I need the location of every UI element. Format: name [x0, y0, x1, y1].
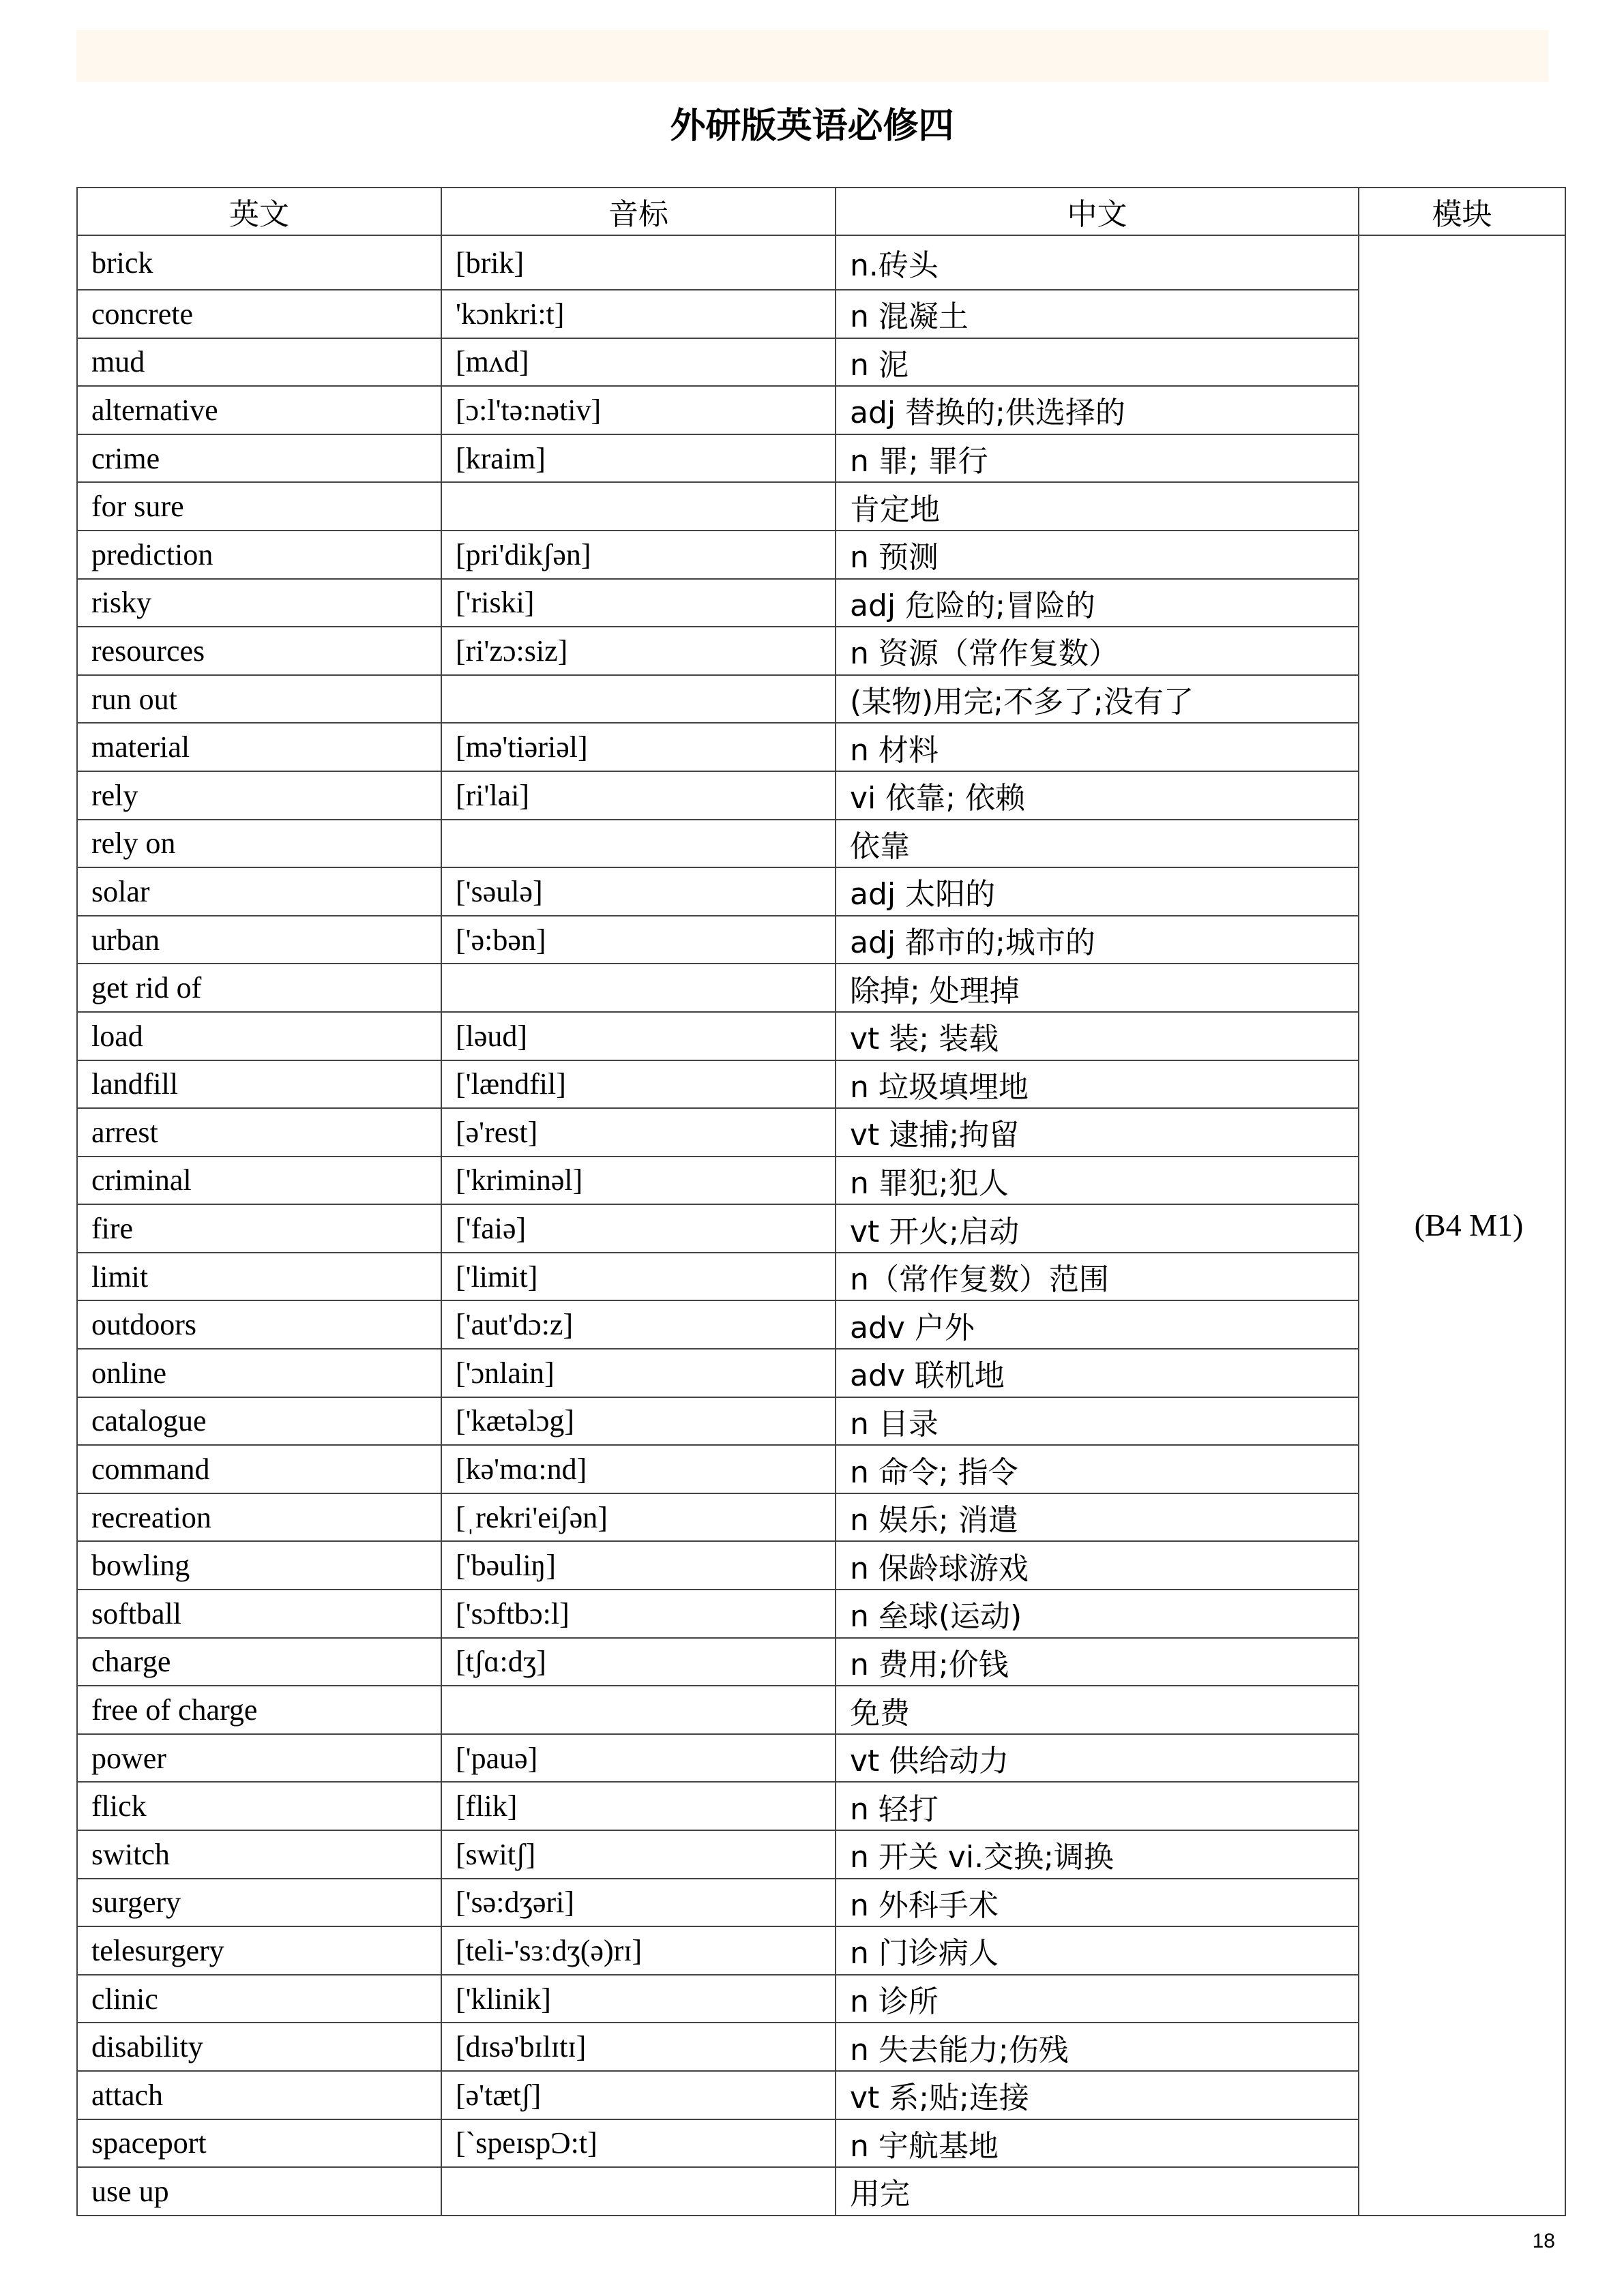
cell-phonetic: ['klinik] — [441, 1975, 836, 2023]
cell-meaning: n 资源（常作复数） — [836, 627, 1359, 675]
table-row — [77, 771, 1565, 820]
cell-word: concrete — [77, 290, 441, 338]
table-row — [77, 675, 1565, 724]
table-row — [77, 1349, 1565, 1397]
cell-phonetic: ['sə:dʒəri] — [441, 1879, 836, 1927]
cell-meaning: adj 都市的;城市的 — [836, 916, 1359, 964]
cell-phonetic: [kraim] — [441, 434, 836, 483]
cell-meaning: vt 系;贴;连接 — [836, 2071, 1359, 2119]
cell-phonetic: ['sɔftbɔ:l] — [441, 1590, 836, 1638]
cell-meaning: n 泥 — [836, 338, 1359, 387]
table-row — [77, 1157, 1565, 1205]
cell-phonetic: 'kɔnkri:t] — [441, 290, 836, 338]
table-row — [77, 1926, 1565, 1975]
cell-phonetic: ['kætəlɔg] — [441, 1397, 836, 1446]
cell-word: mud — [77, 338, 441, 387]
header-phonetic: 音标 — [441, 188, 836, 235]
cell-phonetic: [ləud] — [441, 1012, 836, 1060]
cell-word: outdoors — [77, 1300, 441, 1349]
table-row — [77, 916, 1565, 964]
cell-word: get rid of — [77, 964, 441, 1012]
cell-word: disability — [77, 2023, 441, 2071]
cell-word: flick — [77, 1782, 441, 1830]
table-row — [77, 1590, 1565, 1638]
cell-word: catalogue — [77, 1397, 441, 1446]
cell-word: run out — [77, 675, 441, 724]
cell-word: clinic — [77, 1975, 441, 2023]
table-row — [77, 2119, 1565, 2168]
cell-meaning: 肯定地 — [836, 482, 1359, 531]
cell-phonetic: [ri'zɔ:siz] — [441, 627, 836, 675]
cell-phonetic: [dɪsə'bɪlɪtɪ] — [441, 2023, 836, 2071]
cell-word: criminal — [77, 1157, 441, 1205]
table-row — [77, 1686, 1565, 1734]
cell-phonetic: [ˌrekri'eiʃən] — [441, 1493, 836, 1542]
cell-phonetic: ['pauə] — [441, 1734, 836, 1783]
cell-meaning: n 宇航基地 — [836, 2119, 1359, 2168]
table-row — [77, 723, 1565, 771]
table-row — [77, 235, 1565, 290]
cell-word: arrest — [77, 1108, 441, 1157]
header-row — [77, 188, 1565, 235]
cell-word: material — [77, 723, 441, 771]
table-row — [77, 1060, 1565, 1109]
cell-phonetic: ['aut'dɔ:z] — [441, 1300, 836, 1349]
cell-meaning: 用完 — [836, 2167, 1359, 2216]
cell-phonetic: [switʃ] — [441, 1830, 836, 1879]
cell-meaning: n 开关 vi.交换;调换 — [836, 1830, 1359, 1879]
cell-meaning: n 垃圾填埋地 — [836, 1060, 1359, 1109]
cell-phonetic: [flik] — [441, 1782, 836, 1830]
cell-word: charge — [77, 1638, 441, 1686]
cell-meaning: n 费用;价钱 — [836, 1638, 1359, 1686]
cell-word: use up — [77, 2167, 441, 2216]
cell-word: urban — [77, 916, 441, 964]
cell-phonetic: ['ɔnlain] — [441, 1349, 836, 1397]
cell-word: alternative — [77, 386, 441, 434]
table-row — [77, 290, 1565, 338]
table-row — [77, 1300, 1565, 1349]
cell-word: fire — [77, 1204, 441, 1253]
table-row — [77, 1734, 1565, 1783]
table-row — [77, 820, 1565, 868]
cell-meaning: n 娱乐; 消遣 — [836, 1493, 1359, 1542]
table-row — [77, 1445, 1565, 1493]
vocab-body — [77, 235, 1565, 2216]
cell-word: rely on — [77, 820, 441, 868]
cell-word: telesurgery — [77, 1926, 441, 1975]
cell-word: risky — [77, 579, 441, 627]
table-row — [77, 338, 1565, 387]
cell-word: limit — [77, 1253, 441, 1301]
cell-phonetic: [mə'tiəriəl] — [441, 723, 836, 771]
cell-phonetic: [pri'dikʃən] — [441, 531, 836, 579]
cell-meaning: n 诊所 — [836, 1975, 1359, 2023]
cell-meaning: adj 危险的;冒险的 — [836, 579, 1359, 627]
cell-phonetic: ['faiə] — [441, 1204, 836, 1253]
cell-meaning: n.砖头 — [836, 235, 1359, 290]
cell-phonetic — [441, 482, 836, 531]
cell-word: crime — [77, 434, 441, 483]
table-row — [77, 579, 1565, 627]
page-title: 外研版英语必修四 — [670, 106, 954, 147]
cell-word: solar — [77, 867, 441, 916]
cell-word: power — [77, 1734, 441, 1783]
cell-phonetic — [441, 820, 836, 868]
cell-word: online — [77, 1349, 441, 1397]
cell-word: attach — [77, 2071, 441, 2119]
cell-meaning: n 罪; 罪行 — [836, 434, 1359, 483]
cell-meaning: n 命令; 指令 — [836, 1445, 1359, 1493]
cell-phonetic: ['səulə] — [441, 867, 836, 916]
header-english: 英文 — [77, 188, 441, 235]
table-row — [77, 1397, 1565, 1446]
cell-word: brick — [77, 235, 441, 290]
cell-phonetic: [ə'rest] — [441, 1108, 836, 1157]
cell-phonetic: ['riski] — [441, 579, 836, 627]
table-row — [77, 1204, 1565, 1253]
cell-word: bowling — [77, 1541, 441, 1590]
cell-meaning: vt 逮捕;拘留 — [836, 1108, 1359, 1157]
cell-phonetic: [mʌd] — [441, 338, 836, 387]
cell-meaning: vt 开火;启动 — [836, 1204, 1359, 1253]
table-row — [77, 531, 1565, 579]
cell-phonetic: ['bəuliŋ] — [441, 1541, 836, 1590]
table-row — [77, 1975, 1565, 2023]
cell-word: prediction — [77, 531, 441, 579]
cell-word: landfill — [77, 1060, 441, 1109]
cell-phonetic: [teli-'sɜːdʒ(ə)rɪ] — [441, 1926, 836, 1975]
table-row — [77, 1253, 1565, 1301]
cell-phonetic: [tʃɑ:dʒ] — [441, 1638, 836, 1686]
cell-meaning: n 目录 — [836, 1397, 1359, 1446]
cell-word: surgery — [77, 1879, 441, 1927]
cell-word: recreation — [77, 1493, 441, 1542]
cell-meaning: vt 供给动力 — [836, 1734, 1359, 1783]
cell-meaning: n 失去能力;伤残 — [836, 2023, 1359, 2071]
cell-meaning: adj 太阳的 — [836, 867, 1359, 916]
cell-meaning: n 垒球(运动) — [836, 1590, 1359, 1638]
header-module: 模块 — [1359, 188, 1565, 235]
cell-phonetic: ['ə:bən] — [441, 916, 836, 964]
table-row — [77, 2071, 1565, 2119]
cell-word: switch — [77, 1830, 441, 1879]
cell-word: free of charge — [77, 1686, 441, 1734]
cell-word: load — [77, 1012, 441, 1060]
cell-phonetic — [441, 1686, 836, 1734]
cell-meaning: (某物)用完;不多了;没有了 — [836, 675, 1359, 724]
page-number: 18 — [1532, 2230, 1555, 2252]
cell-meaning: vi 依靠; 依赖 — [836, 771, 1359, 820]
table-row — [77, 1493, 1565, 1542]
table-row — [77, 964, 1565, 1012]
cell-meaning: n 预测 — [836, 531, 1359, 579]
cell-word: rely — [77, 771, 441, 820]
cell-meaning: n 混凝土 — [836, 290, 1359, 338]
table-row — [77, 2023, 1565, 2071]
table-row — [77, 1830, 1565, 1879]
top-band — [76, 30, 1548, 82]
table-row — [77, 1782, 1565, 1830]
cell-phonetic: ['lændfil] — [441, 1060, 836, 1109]
cell-word: command — [77, 1445, 441, 1493]
table-row — [77, 482, 1565, 531]
header-chinese: 中文 — [836, 188, 1359, 235]
cell-meaning: 免费 — [836, 1686, 1359, 1734]
cell-word: for sure — [77, 482, 441, 531]
cell-phonetic: [ri'lai] — [441, 771, 836, 820]
cell-meaning: n 罪犯;犯人 — [836, 1157, 1359, 1205]
cell-meaning: adv 联机地 — [836, 1349, 1359, 1397]
table-row — [77, 2167, 1565, 2216]
cell-meaning: 除掉; 处理掉 — [836, 964, 1359, 1012]
table-row — [77, 1012, 1565, 1060]
cell-phonetic: [`speɪspƆ:t] — [441, 2119, 836, 2168]
cell-phonetic: ['kriminəl] — [441, 1157, 836, 1205]
cell-meaning: 依靠 — [836, 820, 1359, 868]
vocab-table — [76, 187, 1566, 2216]
table-row — [77, 1638, 1565, 1686]
table-row — [77, 1108, 1565, 1157]
cell-meaning: n 轻打 — [836, 1782, 1359, 1830]
cell-phonetic: ['limit] — [441, 1253, 836, 1301]
table-row — [77, 386, 1565, 434]
cell-module: (B4 M1) — [1359, 235, 1565, 2216]
cell-phonetic — [441, 2167, 836, 2216]
cell-meaning: adv 户外 — [836, 1300, 1359, 1349]
table-row — [77, 867, 1565, 916]
cell-meaning: vt 装; 装载 — [836, 1012, 1359, 1060]
cell-meaning: n 门诊病人 — [836, 1926, 1359, 1975]
table-row — [77, 1879, 1565, 1927]
table-row — [77, 434, 1565, 483]
table-row — [77, 1541, 1565, 1590]
cell-meaning: n（常作复数）范围 — [836, 1253, 1359, 1301]
cell-meaning: n 保龄球游戏 — [836, 1541, 1359, 1590]
cell-word: softball — [77, 1590, 441, 1638]
cell-phonetic — [441, 964, 836, 1012]
cell-meaning: n 材料 — [836, 723, 1359, 771]
table-row — [77, 627, 1565, 675]
cell-word: resources — [77, 627, 441, 675]
cell-phonetic: [brik] — [441, 235, 836, 290]
cell-word: spaceport — [77, 2119, 441, 2168]
cell-phonetic: [ə'tætʃ] — [441, 2071, 836, 2119]
cell-phonetic — [441, 675, 836, 724]
cell-phonetic: [kə'mɑ:nd] — [441, 1445, 836, 1493]
cell-phonetic: [ɔ:l'tə:nətiv] — [441, 386, 836, 434]
cell-meaning: adj 替换的;供选择的 — [836, 386, 1359, 434]
cell-meaning: n 外科手术 — [836, 1879, 1359, 1927]
